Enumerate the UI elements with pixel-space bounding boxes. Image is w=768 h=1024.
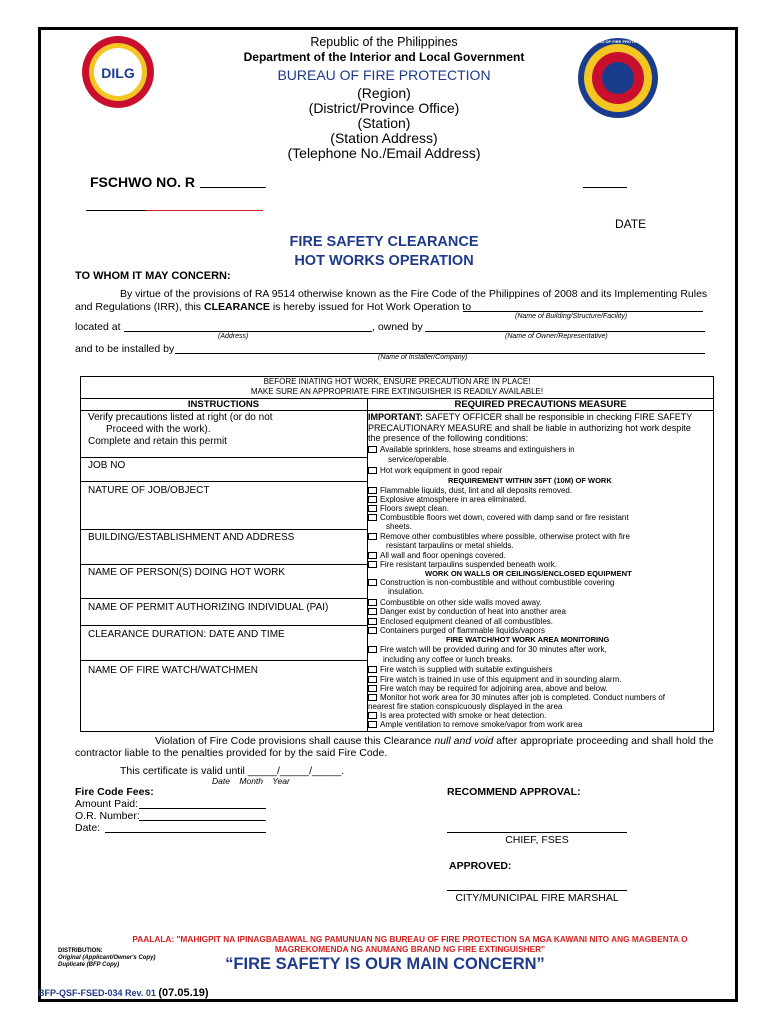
date-fee-label: Date: (75, 822, 101, 834)
checkbox[interactable] (368, 505, 377, 512)
instr-verify2: Proceed with the work). (106, 424, 211, 435)
fees-title: Fire Code Fees: (75, 786, 154, 798)
body-para1b: and Regulations (IRR), this CLEARANCE is hereby issued for Hot Work Operation to (75, 301, 472, 313)
hint-address: (Address) (218, 333, 249, 340)
checkbox[interactable] (368, 618, 377, 625)
measure-8: All wall and floor openings covered. (368, 551, 506, 560)
section-35ft: REQUIREMENT WITHIN 35FT (10M) OF WORK (448, 476, 612, 485)
measure-5: Floors swept clean. (368, 504, 449, 513)
field-job-no[interactable]: JOB NO (88, 460, 126, 471)
checkbox[interactable] (368, 487, 377, 494)
checkbox[interactable] (368, 561, 377, 568)
checkbox[interactable] (368, 694, 377, 701)
approved-label: APPROVED: (449, 860, 512, 872)
instr-complete: Complete and retain this permit (88, 436, 227, 447)
measure-1: Available sprinklers, hose streams and extinguishers in (368, 445, 575, 454)
chief-signature-line[interactable] (447, 832, 627, 833)
or-number-field[interactable] (139, 820, 266, 821)
title-line2: HOT WORKS OPERATION (294, 253, 474, 269)
measure-10: Construction is non-combustible and without combustible covering (368, 578, 614, 587)
owned-by-label: , owned by (372, 321, 423, 333)
measure-3: Flammable liquids, dust, lint and all deposits removed. (368, 486, 572, 495)
checkbox[interactable] (368, 446, 377, 453)
chief-label: CHIEF, FSES (505, 834, 569, 846)
region-text: (Region) (357, 85, 411, 101)
measure-14: Containers purged of flammable liquids/vapors (368, 626, 545, 635)
date-fee-field[interactable] (105, 832, 266, 833)
hint-building: (Name of Building/Structure/Facility) (515, 313, 628, 320)
banner-2: MAKE SURE AN APPROPRIATE FIRE EXTINGUISHER IS READILY AVAILABLE! (250, 387, 544, 396)
checkbox[interactable] (368, 712, 377, 719)
measure-4: Explosive atmosphere in area eliminated. (368, 495, 526, 504)
banner-1: BEFORE INIATING HOT WORK, ENSURE PRECAUTION ARE IN PLACE! (263, 377, 531, 386)
marshal-signature-line[interactable] (447, 890, 627, 891)
field-building[interactable]: BUILDING/ESTABLISHMENT AND ADDRESS (88, 532, 295, 543)
checkbox[interactable] (368, 666, 377, 673)
recommend-label: RECOMMEND APPROVAL: (447, 786, 581, 798)
field-nature[interactable]: NATURE OF JOB/OBJECT (88, 485, 210, 496)
bureau-title: BUREAU OF FIRE PROTECTION (277, 67, 491, 83)
measure-7: Remove other combustibles where possible, otherwise protect with fire (368, 532, 630, 541)
measure-11: Combustible on other side walls moved away. (368, 598, 542, 607)
valid-hint: Date Month Year (212, 776, 290, 786)
checkbox[interactable] (368, 579, 377, 586)
marshal-label: CITY/MUNICIPAL FIRE MARSHAL (455, 892, 619, 904)
valid-until[interactable]: This certificate is valid until _____/_____/_____. (120, 765, 345, 777)
station-text: (Station) (357, 115, 411, 131)
address-line[interactable] (124, 331, 372, 332)
checkbox[interactable] (368, 514, 377, 521)
amount-field[interactable] (139, 808, 266, 809)
station-address-text: (Station Address) (330, 130, 438, 146)
department-text: Department of the Interior and Local Government (243, 50, 525, 64)
measure-13: Enclosed equipment cleaned of all combustibles. (368, 617, 553, 626)
motto: “FIRE SAFETY IS OUR MAIN CONCERN” (225, 955, 545, 973)
field-watch[interactable]: NAME OF FIRE WATCH/WATCHMEN (88, 665, 258, 676)
measure-20: Is area protected with smoke or heat detection. (368, 711, 546, 720)
hint-owner: (Name of Owner/Representative) (505, 333, 608, 340)
measure-18: Fire watch may be required for adjoining area, above and below. (368, 684, 608, 693)
checkbox[interactable] (368, 533, 377, 540)
checkbox[interactable] (368, 552, 377, 559)
installed-by-label: and to be installed by (75, 343, 175, 355)
building-line[interactable] (463, 311, 703, 312)
field-pai[interactable]: NAME OF PERMIT AUTHORIZING INDIVIDUAL (PAI) (88, 602, 329, 613)
owner-line[interactable] (425, 331, 705, 332)
measure-12: Danger exist by conduction of heat into another area (368, 607, 566, 616)
bfp-seal-text: BUREAU OF FIRE PROTECTION (587, 39, 649, 44)
divider-black (86, 210, 146, 211)
hint-installer: (Name of Installer/Company) (378, 354, 468, 361)
checkbox[interactable] (368, 467, 377, 474)
measure-16: Fire watch is supplied with suitable extinguishers (368, 665, 553, 674)
distribution: DISTRIBUTION: Original (Applicant/Owner's Copy) Duplicate (BFP Copy) (58, 948, 156, 968)
divider-red (146, 210, 263, 211)
measure-2: Hot work equipment in good repair (368, 466, 502, 475)
section-watch: FIRE WATCH/HOT WORK AREA MONITORING (446, 635, 610, 644)
measure-17: Fire watch is trained in use of this equipment and in sounding alarm. (368, 675, 621, 684)
body-para1a: By virtue of the provisions of RA 9514 otherwise known as the Fire Code of the Philippines of 2008 and its Implementing Rules (120, 288, 708, 300)
measure-19: Monitor hot work area for 30 minutes after job is completed. Conduct numbers of (368, 693, 665, 702)
checkbox[interactable] (368, 599, 377, 606)
col-instructions: INSTRUCTIONS (187, 399, 260, 410)
date-label: DATE (615, 217, 647, 231)
measure-9: Fire resistant tarpaulins suspended beneath work. (368, 560, 557, 569)
measure-21: Ample ventilation to remove smoke/vapor from work area (368, 720, 582, 729)
checkbox[interactable] (368, 496, 377, 503)
form-code: BFP-QSF-FSED-034 Rev. 01 (07.05.19) (38, 987, 209, 999)
dilg-logo-text: DILG (101, 65, 135, 81)
contact-text: (Telephone No./Email Address) (287, 145, 481, 161)
republic-text: Republic of the Philippines (310, 35, 458, 49)
title-line1: FIRE SAFETY CLEARANCE (289, 234, 479, 250)
measure-15: Fire watch will be provided during and for 30 minutes after work, (368, 645, 607, 654)
located-at-label: located at (75, 321, 121, 333)
date-line[interactable] (583, 187, 627, 188)
fschwo-line[interactable] (200, 187, 266, 188)
violation-line2: contractor liable to the penalties provided for by the said Fire Code. (75, 747, 388, 759)
field-persons[interactable]: NAME OF PERSON(S) DOING HOT WORK (88, 567, 286, 578)
paalala-note: PAALALA: "MAHIGPIT NA IPINAGBABAWAL NG PAMUNUAN NG BUREAU OF FIRE PROTECTION SA MGA KAWANI NITO ANG MAGBENTA O MAGREKOMENDA NG ANUMANG BRAND NG FIRE EXTINGUISHER" (132, 934, 688, 954)
to-whom: TO WHOM IT MAY CONCERN: (75, 270, 231, 282)
instr-verify1: Verify precautions listed at right (or do not (88, 412, 273, 423)
or-number-label: O.R. Number: (75, 810, 140, 822)
section-walls: WORK ON WALLS OR CEILINGS/ENCLOSED EQUIPMENT (425, 569, 632, 578)
district-text: (District/Province Office) (308, 100, 460, 116)
violation-line1: Violation of Fire Code provisions shall cause this Clearance null and void after appropriate proceeding and shall hold the (155, 735, 714, 747)
checkbox[interactable] (368, 646, 377, 653)
important-note: IMPORTANT: SAFETY OFFICER shall be responsible in checking FIRE SAFETY PRECAUTIONARY MEASURE and shall be liable in authorizing hot work despite the presence of the following conditions: (368, 412, 693, 443)
field-duration[interactable]: CLEARANCE DURATION: DATE AND TIME (88, 629, 285, 640)
amount-label: Amount Paid: (75, 798, 139, 810)
checkbox[interactable] (368, 608, 377, 615)
checkbox[interactable] (368, 685, 377, 692)
checkbox[interactable] (368, 676, 377, 683)
measure-6: Combustible floors wet down, covered with damp sand or fire resistant (368, 513, 629, 522)
fschwo-label: FSCHWO NO. R (90, 174, 195, 190)
checkbox[interactable] (368, 721, 377, 728)
checkbox[interactable] (368, 627, 377, 634)
col-measures: REQUIRED PRECAUTIONS MEASURE (454, 399, 627, 410)
